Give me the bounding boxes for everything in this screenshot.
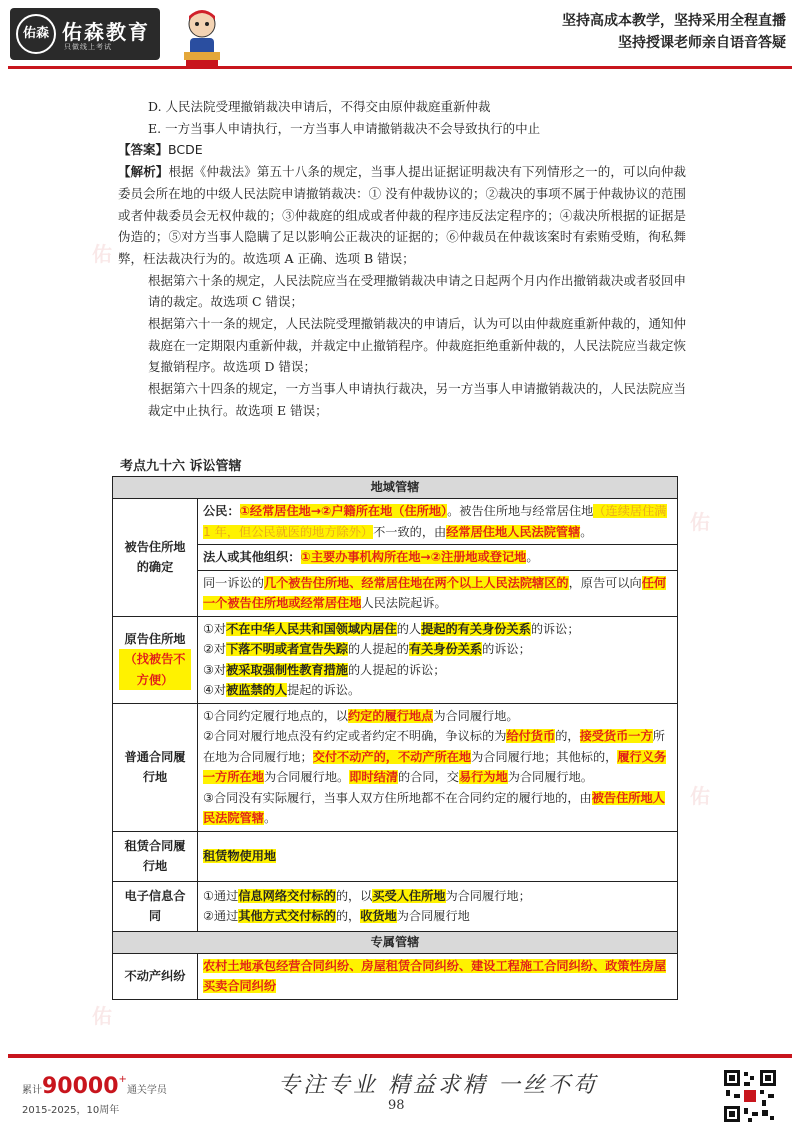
watermark: 佑: [690, 510, 710, 534]
answer-line: [118, 139, 686, 161]
row-header-real-estate: 不动产纠纷: [113, 953, 198, 999]
footer-divider: [8, 1054, 792, 1058]
slogan-line-2: 坚持授课老师亲自语音答疑: [618, 35, 786, 51]
watermark: 佑: [92, 242, 112, 266]
stat-years: 2015-2025，10周年: [22, 1105, 120, 1116]
signature: 专注专业 精益求精 一丝不苟: [278, 1073, 598, 1098]
band-exclusive: 专属管辖: [113, 931, 678, 953]
stat-suffix: 通关学员: [126, 1085, 167, 1096]
cell-real-estate: 农村土地承包经营合同纠纷、房屋租赁合同纠纷、建设工程施工合同纠纷、政策性房屋买卖合同纠纷: [198, 953, 678, 999]
cell-multiple-defendants: 同一诉讼的几个被告住所地、经常居住地在两个以上人民法院辖区的，原告可以向任何一个被告住所地或经常居住地人民法院起诉。: [198, 570, 678, 616]
plaintiff-note: （找被告不方便）: [119, 649, 191, 690]
cell-legal-person: 法人或其他组织：①主要办事机构所在地→②注册地或登记地。: [198, 545, 678, 571]
logo-text: 佑森教育: [62, 20, 150, 44]
option-d: D. 人民法院受理撤销裁决申请后，不得交由原仲裁庭重新仲裁: [148, 99, 491, 114]
analysis-p4: 根据第六十四条的规定，一方当事人申请执行裁决，另一方当事人申请撤销裁决的，人民法院应当裁定中止执行。故选项 E 错误；: [148, 381, 686, 418]
table-row: [113, 703, 678, 831]
jurisdiction-table: [112, 476, 678, 1000]
stat-number: 90000: [42, 1074, 119, 1099]
table-band-row: [113, 931, 678, 953]
page-header: [0, 0, 800, 78]
analysis-p1-text: 根据《仲裁法》第五十八条的规定，当事人提出证据证明裁决有下列情形之一的，可以向仲裁委员会所在地的中级人民法院申请撤销裁决：① 没有仲裁协议的；②裁决的事项不属于仲裁协议的范围或者仲裁委员会无权仲裁的；③仲裁庭的组成或者仲裁的程序违反法定程序的；④裁决所根据的证据是伪造的；⑤对方当事人隐瞒了足以影响公正裁决的证据的；⑥仲裁员在仲裁该案时有索贿受贿，徇私舞弊，枉法裁决行为的。故选项 A 正确、选项 B 错误；: [118, 164, 686, 266]
analysis-label: 【解析】: [118, 164, 169, 180]
cell-plaintiff-cases: ①对不在中华人民共和国领域内居住的人提起的有关身份关系的诉讼； ②对下落不明或者宣告失踪的人提起的有关身份关系的诉讼； ③对被采取强制性教育措施的人提起的诉讼； ④对被监禁的人提起的诉讼。: [198, 616, 678, 703]
watermark: 佑: [690, 784, 710, 808]
qr-code-icon: [722, 1068, 778, 1124]
table-row: [113, 831, 678, 881]
cell-contract-place: ①合同约定履行地点的，以约定的履行地点为合同履行地。 ②合同对履行地点没有约定或者约定不明确，争议标的为给付货币的，接受货币一方所在地为合同履行地；交付不动产的，不动产所在地为合同履行地；其他标的，履行义务一方所在地为合同履行地。即时结清的合同，交易行为地为合同履行地。 ③合同没有实际履行，当事人双方住所地都不在合同约定的履行地的，由被告住所地人民法院管辖。: [198, 703, 678, 831]
page-number: 98: [388, 1098, 405, 1113]
table-row: [113, 545, 678, 571]
logo-mark: 佑森: [16, 14, 56, 54]
table-row: [113, 570, 678, 616]
mascot-icon: [178, 6, 226, 68]
analysis-p3: 根据第六十一条的规定，人民法院受理撤销裁决的申请后，认为可以由仲裁庭重新仲裁的，通知仲裁庭在一定期限内重新仲裁，并裁定中止撤销程序。仲裁庭拒绝重新仲裁的，人民法院应当裁定恢复撤销程序。故选项 D 错误；: [148, 316, 686, 375]
logo-subtitle: 只做线上考试: [64, 43, 112, 51]
row-header-defendant-domicile: 被告住所地的确定: [113, 499, 198, 617]
cell-electronic-contract: ①通过信息网络交付标的的，以买受人住所地为合同履行地； ②通过其他方式交付标的的，收货地为合同履行地: [198, 881, 678, 931]
answer-value: BCDE: [168, 142, 203, 158]
stat-prefix: 累计: [22, 1085, 42, 1096]
row-header-electronic-contract: 电子信息合同: [113, 881, 198, 931]
band-territorial: 地域管辖: [113, 477, 678, 499]
analysis-p2: 根据第六十条的规定，人民法院应当在受理撤销裁决申请之日起两个月内作出撤销裁决或者驳回申请的裁定。故选项 C 错误；: [148, 272, 686, 310]
row-header-lease-contract: 租赁合同履行地: [113, 831, 198, 881]
table-band-row: [113, 477, 678, 499]
cell-lease-contract: 租赁物使用地: [198, 831, 678, 881]
cell-citizen: 公民：①经常居住地→②户籍所在地（住所地）。被告住所地与经常居住地（连续居住满 1 年，但公民就医的地方除外）不一致的，由经常居住地人民法院管辖。: [198, 499, 678, 545]
analysis-block: [118, 96, 686, 422]
stat-plus: +: [118, 1074, 127, 1085]
header-divider: [8, 66, 792, 69]
option-e: E. 一方当事人申请执行，一方当事人申请撤销裁决不会导致执行的中止: [148, 120, 541, 136]
section-title: 考点九十六 诉讼管辖: [120, 459, 242, 474]
table-row: [113, 499, 678, 545]
table-row: [113, 616, 678, 703]
slogan-line-1: 坚持高成本教学，坚持采用全程直播: [562, 13, 786, 29]
table-row: [113, 953, 678, 999]
row-header-plaintiff-domicile: 原告住所地 （找被告不方便）: [113, 616, 198, 703]
row-header-contract-place: 普通合同履行地: [113, 703, 198, 831]
alumni-stat: [22, 1074, 167, 1099]
slogan: [562, 10, 786, 54]
watermark: 佑: [92, 1004, 112, 1028]
answer-label: 【答案】: [118, 142, 169, 158]
table-row: [113, 881, 678, 931]
brand-logo: [10, 8, 160, 60]
analysis-p1: [118, 161, 686, 270]
